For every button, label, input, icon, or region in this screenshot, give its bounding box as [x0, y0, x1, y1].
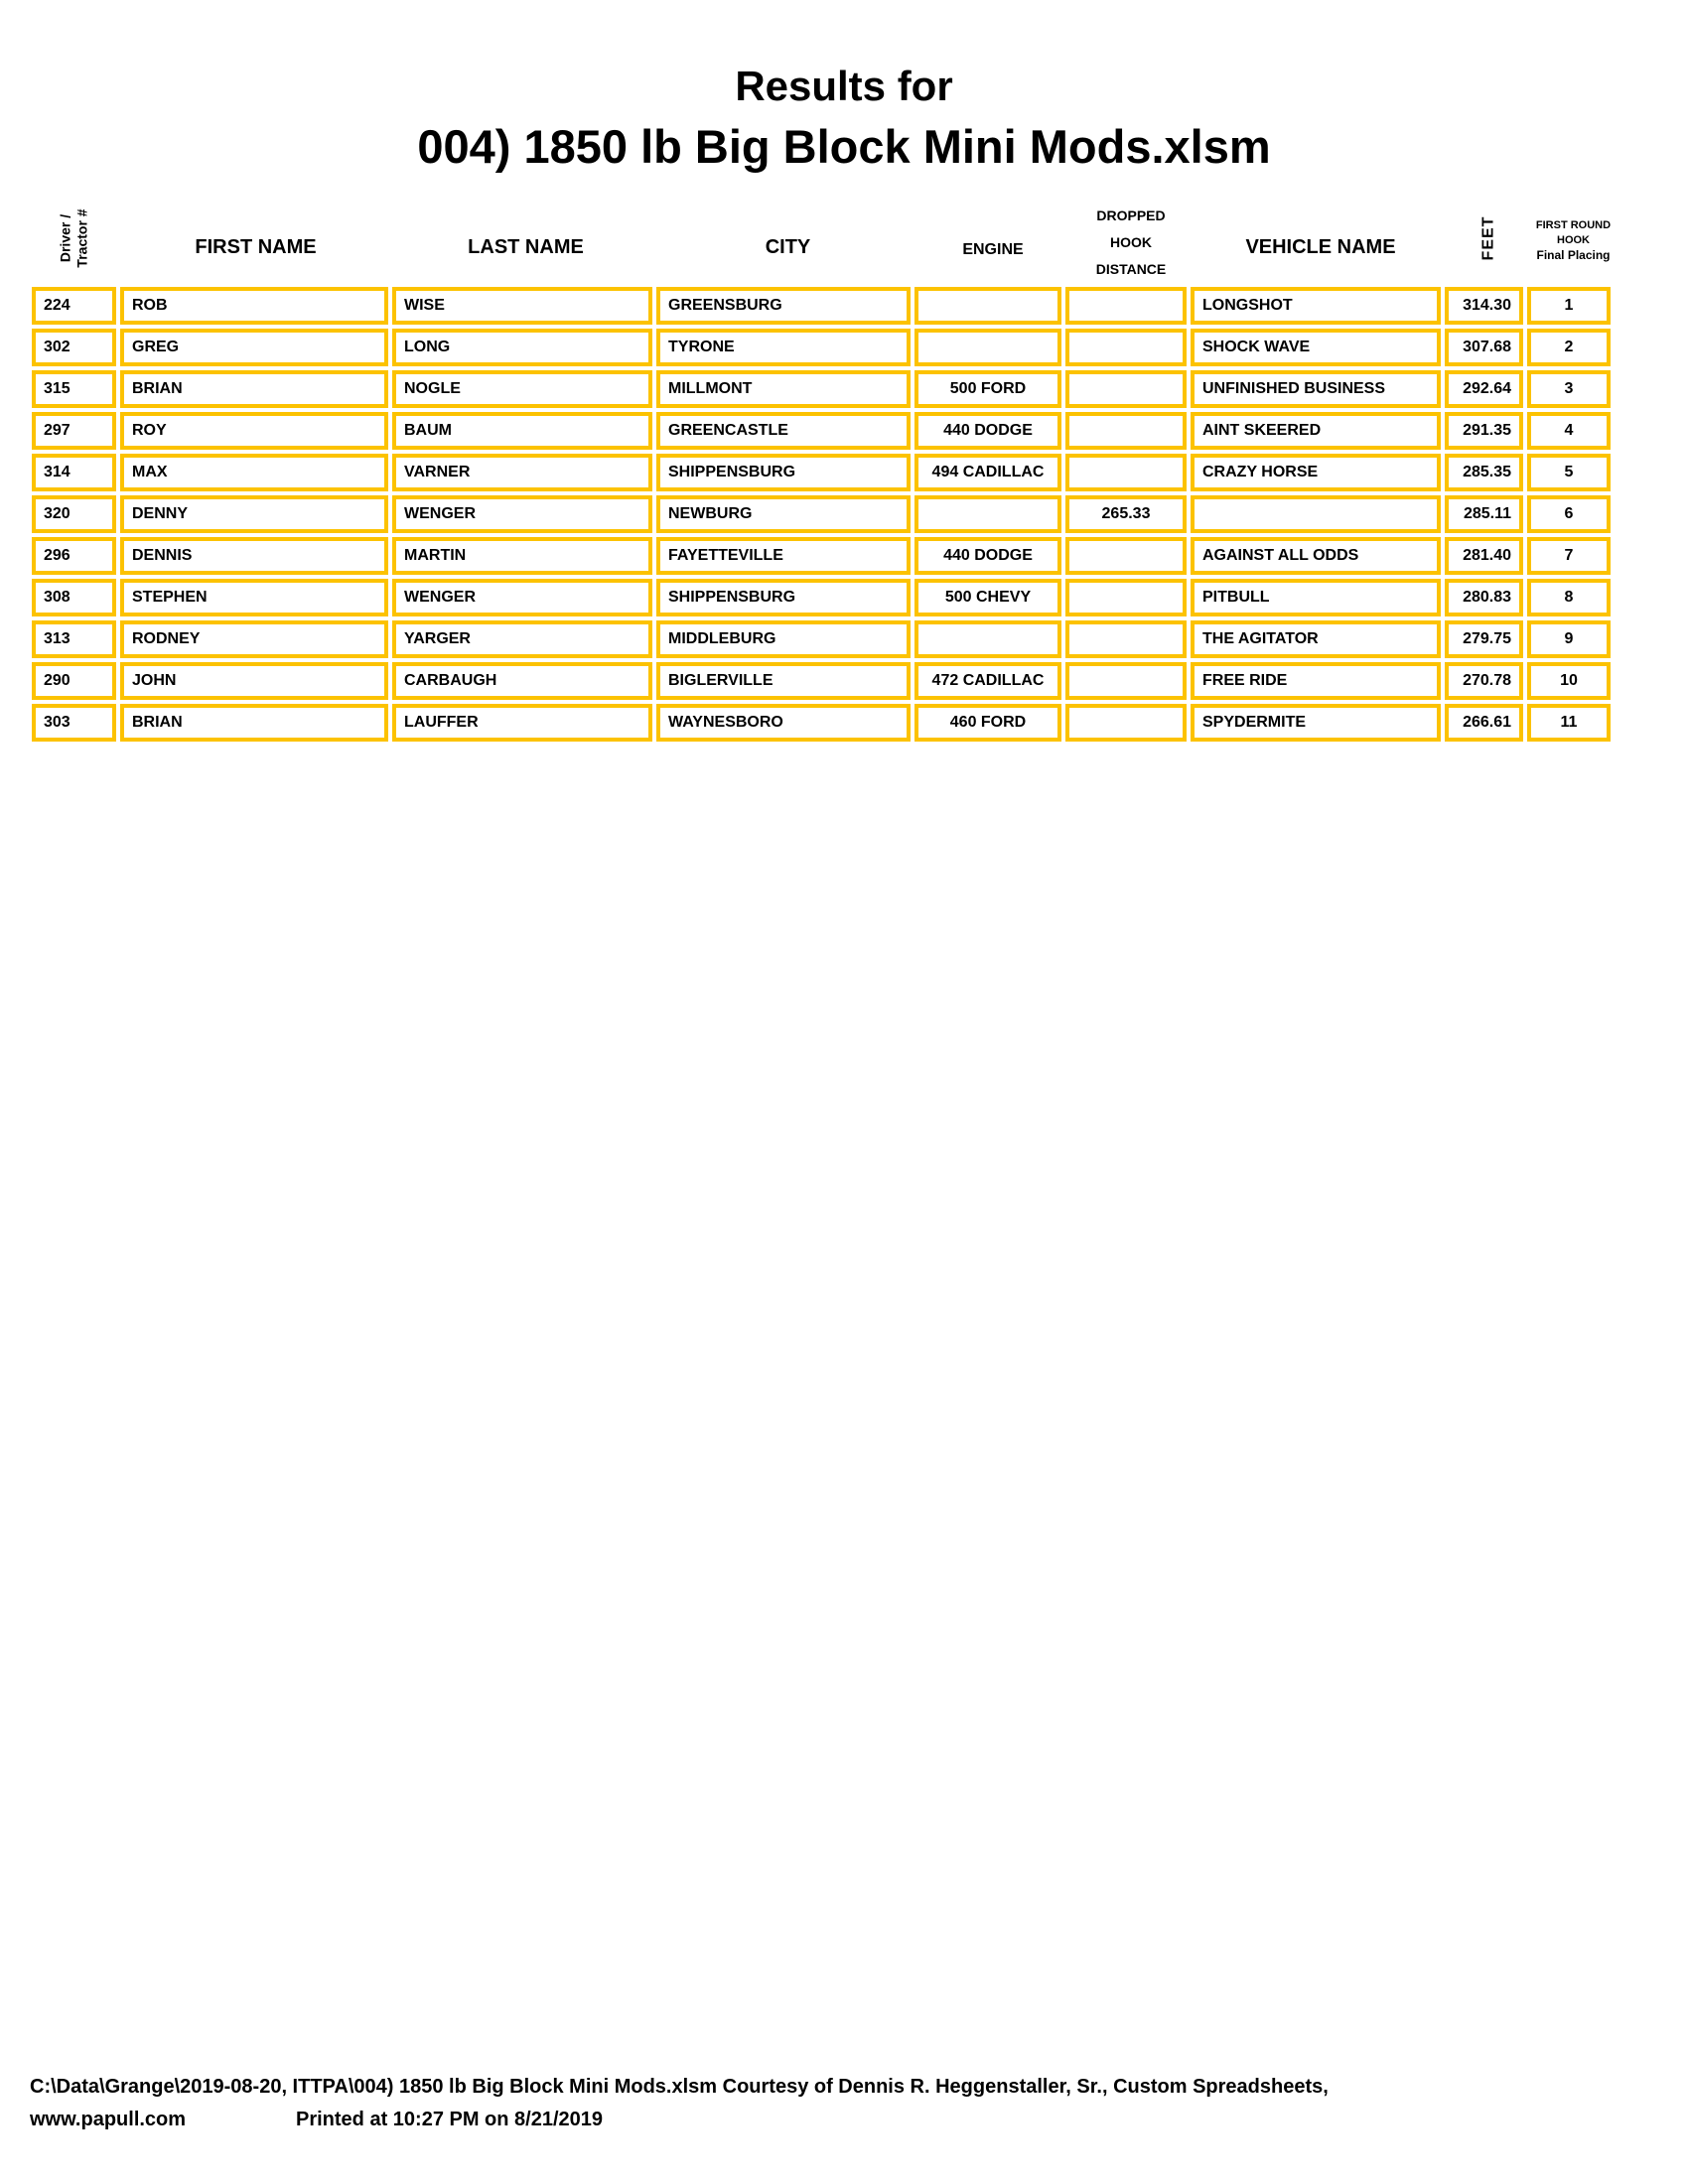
engine-cell: 440 DODGE: [914, 412, 1061, 450]
feet-cell: 285.35: [1445, 454, 1523, 491]
engine-cell: 460 FORD: [914, 704, 1061, 742]
header-dropped-line1: DROPPED: [1096, 207, 1166, 223]
driver-number-cell: 314: [32, 454, 116, 491]
dropped-hook-cell: [1065, 579, 1187, 616]
last-name-cell: WENGER: [392, 579, 652, 616]
dropped-hook-cell: [1065, 704, 1187, 742]
dropped-hook-cell: [1065, 370, 1187, 408]
first-name-cell: STEPHEN: [120, 579, 388, 616]
driver-number-cell: 302: [32, 329, 116, 366]
feet-cell: 280.83: [1445, 579, 1523, 616]
placing-cell: 11: [1527, 704, 1611, 742]
driver-number-cell: 315: [32, 370, 116, 408]
footer-printed-at: Printed at 10:27 PM on 8/21/2019: [296, 2109, 604, 2130]
feet-cell: 307.68: [1445, 329, 1523, 366]
city-cell: BIGLERVILLE: [656, 662, 911, 700]
city-cell: TYRONE: [656, 329, 911, 366]
dropped-hook-cell: [1065, 329, 1187, 366]
engine-cell: 500 CHEVY: [914, 579, 1061, 616]
header-dropped-line3: DISTANCE: [1095, 261, 1167, 277]
engine-cell: [914, 495, 1061, 533]
feet-cell: 279.75: [1445, 620, 1523, 658]
first-name-cell: DENNIS: [120, 537, 388, 575]
feet-cell: 314.30: [1445, 287, 1523, 325]
engine-cell: 440 DODGE: [914, 537, 1061, 575]
dropped-hook-cell: 265.33: [1065, 495, 1187, 533]
last-name-cell: BAUM: [392, 412, 652, 450]
placing-cell: 7: [1527, 537, 1611, 575]
placing-cell: 9: [1527, 620, 1611, 658]
last-name-cell: LAUFFER: [392, 704, 652, 742]
placing-cell: 1: [1527, 287, 1611, 325]
last-name-cell: MARTIN: [392, 537, 652, 575]
feet-cell: 291.35: [1445, 412, 1523, 450]
header-dropped-line2: HOOK: [1110, 234, 1152, 250]
placing-cell: 5: [1527, 454, 1611, 491]
driver-number-cell: 296: [32, 537, 116, 575]
header-feet-label: FEET: [1479, 215, 1497, 261]
engine-cell: [914, 620, 1061, 658]
last-name-cell: NOGLE: [392, 370, 652, 408]
dropped-hook-cell: [1065, 454, 1187, 491]
dropped-hook-cell: [1065, 620, 1187, 658]
table-row: [32, 287, 1611, 325]
header-feet: [1448, 191, 1530, 286]
last-name-cell: YARGER: [392, 620, 652, 658]
vehicle-name-cell: LONGSHOT: [1191, 287, 1441, 325]
vehicle-name-cell: AINT SKEERED: [1191, 412, 1441, 450]
page-title-line1: Results for: [735, 63, 953, 109]
city-cell: SHIPPENSBURG: [656, 579, 911, 616]
engine-cell: [914, 287, 1061, 325]
first-name-cell: MAX: [120, 454, 388, 491]
feet-cell: 266.61: [1445, 704, 1523, 742]
driver-number-cell: 290: [32, 662, 116, 700]
driver-number-cell: 303: [32, 704, 116, 742]
driver-number-cell: 224: [32, 287, 116, 325]
dropped-hook-cell: [1065, 287, 1187, 325]
first-name-cell: DENNY: [120, 495, 388, 533]
table-row: [32, 704, 1611, 742]
engine-cell: [914, 329, 1061, 366]
city-cell: NEWBURG: [656, 495, 911, 533]
dropped-hook-cell: [1065, 662, 1187, 700]
table-row: [32, 370, 1611, 408]
vehicle-name-cell: CRAZY HORSE: [1191, 454, 1441, 491]
header-first-name: FIRST NAME: [195, 236, 317, 258]
first-name-cell: RODNEY: [120, 620, 388, 658]
placing-cell: 8: [1527, 579, 1611, 616]
header-vehicle-name: VEHICLE NAME: [1245, 236, 1396, 258]
header-final-line2: HOOK: [1557, 234, 1590, 246]
table-row: [32, 537, 1611, 575]
feet-cell: 270.78: [1445, 662, 1523, 700]
city-cell: FAYETTEVILLE: [656, 537, 911, 575]
first-name-cell: BRIAN: [120, 370, 388, 408]
header-engine: ENGINE: [962, 241, 1024, 258]
city-cell: WAYNESBORO: [656, 704, 911, 742]
header-driver-tractor-line2: Tractor #: [73, 208, 90, 268]
header-last-name: LAST NAME: [468, 236, 584, 258]
table-row: [32, 495, 1611, 533]
dropped-hook-cell: [1065, 537, 1187, 575]
page-title-line2: 004) 1850 lb Big Block Mini Mods.xlsm: [417, 120, 1271, 173]
header-driver-tractor-line1: Driver /: [57, 213, 73, 263]
engine-cell: 500 FORD: [914, 370, 1061, 408]
city-cell: MILLMONT: [656, 370, 911, 408]
first-name-cell: BRIAN: [120, 704, 388, 742]
engine-cell: 472 CADILLAC: [914, 662, 1061, 700]
placing-cell: 10: [1527, 662, 1611, 700]
vehicle-name-cell: AGAINST ALL ODDS: [1191, 537, 1441, 575]
table-row: [32, 579, 1611, 616]
last-name-cell: CARBAUGH: [392, 662, 652, 700]
vehicle-name-cell: SHOCK WAVE: [1191, 329, 1441, 366]
first-name-cell: JOHN: [120, 662, 388, 700]
vehicle-name-cell: UNFINISHED BUSINESS: [1191, 370, 1441, 408]
table-row: [32, 662, 1611, 700]
city-cell: GREENCASTLE: [656, 412, 911, 450]
vehicle-name-cell: FREE RIDE: [1191, 662, 1441, 700]
placing-cell: 4: [1527, 412, 1611, 450]
last-name-cell: VARNER: [392, 454, 652, 491]
engine-cell: 494 CADILLAC: [914, 454, 1061, 491]
vehicle-name-cell: [1191, 495, 1441, 533]
header-final-line1: FIRST ROUND: [1535, 219, 1612, 231]
header-dropped-hook-distance: [1068, 203, 1194, 283]
footer-filepath-courtesy: C:\Data\Grange\2019-08-20, ITTPA\004) 1850 lb Big Block Mini Mods.xlsm Courtesy of Dennis R. Heggenstaller, Sr., Custom Spreadsheets,: [30, 2076, 1329, 2098]
placing-cell: 2: [1527, 329, 1611, 366]
table-row: [32, 620, 1611, 658]
dropped-hook-cell: [1065, 412, 1187, 450]
results-table: [28, 283, 1615, 746]
city-cell: SHIPPENSBURG: [656, 454, 911, 491]
placing-cell: 3: [1527, 370, 1611, 408]
city-cell: MIDDLEBURG: [656, 620, 911, 658]
table-row: [32, 454, 1611, 491]
table-row: [32, 329, 1611, 366]
vehicle-name-cell: PITBULL: [1191, 579, 1441, 616]
footer-second-line: [30, 2104, 1658, 2136]
header-final-line3: Final Placing: [1536, 248, 1611, 262]
feet-cell: 285.11: [1445, 495, 1523, 533]
vehicle-name-cell: SPYDERMITE: [1191, 704, 1441, 742]
first-name-cell: ROB: [120, 287, 388, 325]
city-cell: GREENSBURG: [656, 287, 911, 325]
results-table-body: [32, 287, 1611, 742]
feet-cell: 281.40: [1445, 537, 1523, 575]
vehicle-name-cell: THE AGITATOR: [1191, 620, 1441, 658]
first-name-cell: ROY: [120, 412, 388, 450]
driver-number-cell: 308: [32, 579, 116, 616]
table-row: [32, 412, 1611, 450]
first-name-cell: GREG: [120, 329, 388, 366]
last-name-cell: LONG: [392, 329, 652, 366]
driver-number-cell: 320: [32, 495, 116, 533]
driver-number-cell: 313: [32, 620, 116, 658]
last-name-cell: WENGER: [392, 495, 652, 533]
footer-website: www.papull.com: [30, 2109, 187, 2130]
driver-number-cell: 297: [32, 412, 116, 450]
header-final-placing: [1530, 218, 1617, 263]
header-city: CITY: [765, 236, 811, 258]
feet-cell: 292.64: [1445, 370, 1523, 408]
page-footer: [30, 2071, 1658, 2136]
header-driver-tractor: [30, 191, 118, 286]
last-name-cell: WISE: [392, 287, 652, 325]
placing-cell: 6: [1527, 495, 1611, 533]
